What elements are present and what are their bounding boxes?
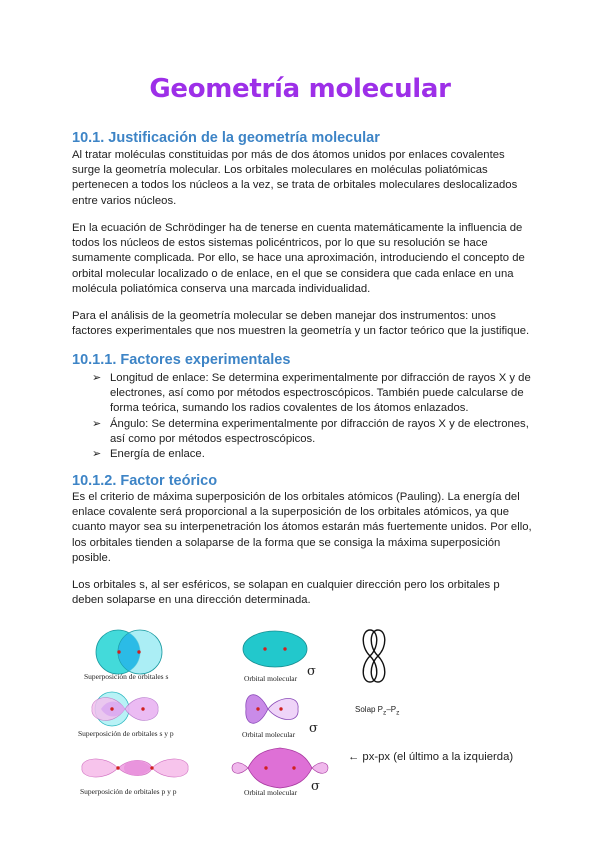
arrow-bullet-icon: ➢ [92, 417, 102, 430]
caption-molecular-orbital-1: Orbital molecular [244, 674, 298, 683]
sigma-symbol-3: σ [311, 779, 320, 794]
caption-s-s-overlap: Superposición de orbitales s [84, 672, 169, 681]
s-s-overlap-drawing [96, 630, 162, 674]
paragraph-4: Es el criterio de máxima superposición de los orbitales atómicos (Pauling). La energía del enlace covalente será proporcional a la superposición de los orbitales atómicos, ya que cuanto mayor sea su interpenetración los átomos estarán más fuertemente unidos. Por ello, los orbitales tienden a solaparse de la forma que se consiga la máxima superposición posible. [72, 491, 532, 564]
caption-s-p-overlap: Superposición de orbitales s y p [78, 729, 174, 738]
caption-p-p-overlap: Superposición de orbitales p y p [80, 787, 177, 796]
sigma-sp-molecular-orbital-drawing [246, 695, 298, 724]
list-item: ➢ Ángulo: Se determina experimentalmente por difracción de rayos X y de electrones, así como por métodos espectroscópicos. [92, 417, 529, 445]
p-p-overlap-drawing [82, 759, 188, 777]
paragraph-3: Para el análisis de la geometría molecular se deben manejar dos instrumentos: unos factores experimentales que nos muestren la geometría y un factor teórico que la justifique. [72, 310, 530, 338]
orbital-overlap-figure [0, 620, 600, 820]
arrow-bullet-icon: ➢ [92, 372, 102, 384]
px-px-note: ← px-px (el último a la izquierda) [348, 751, 514, 763]
list-item: ➢ Longitud de enlace: Se determina experimentalmente por difracción de rayos X y de electrones, así como por métodos espectroscópicos. También puede calcularse de forma teórica, sumando los radios covalentes de los átomos enlazados. [92, 372, 531, 415]
arrow-bullet-icon: ➢ [92, 448, 102, 461]
caption-solap-pz-pz: Solap $P_z-P_z$ [355, 705, 400, 717]
sigma-symbol-1: σ [307, 664, 316, 679]
page-title: Geometría molecular [149, 74, 451, 104]
paragraph-2: En la ecuación de Schrödinger ha de tenerse en cuenta matemáticamente la influencia de todos los núcleos de estos sistemas policéntricos, por lo que su resolución se hace sumamente complicada. Por ello, se hace una aproximación, introduciendo el concepto de orbital molecular localizado o de enlace, en el que se considera que cada enlace en una molécula poliatómica conserva una marcada individualidad. [72, 222, 525, 295]
s-p-overlap-drawing [92, 692, 158, 726]
experimental-factors-list [92, 371, 532, 462]
paragraph-1: Al tratar moléculas constituidas por más de dos átomos unidos por enlaces covalentes surge la geometría molecular. Los orbitales moleculares en moléculas poliatómicas pertenecen a todos los núcleos a la vez, se trata de orbitales moleculares deslocalizados entre varios núcleos. [72, 149, 518, 207]
section-heading-10-1-2: 10.1.2. Factor teórico [72, 473, 218, 489]
caption-molecular-orbital-3: Orbital molecular [244, 788, 298, 797]
paragraph-5: Los orbitales s, al ser esféricos, se solapan en cualquier dirección pero los orbitales p deben solaparse en una dirección determinada. [72, 579, 500, 607]
sigma-symbol-2: σ [309, 721, 318, 736]
section-heading-10-1-1: 10.1.1. Factores experimentales [72, 352, 291, 368]
caption-molecular-orbital-2: Orbital molecular [242, 730, 296, 739]
list-item: ➢ Energía de enlace. [92, 447, 532, 462]
sigma-s-molecular-orbital-drawing [243, 631, 307, 667]
section-heading-10-1: 10.1. Justificación de la geometría molecular [72, 130, 380, 146]
pz-pz-overlap-drawing [363, 630, 385, 682]
